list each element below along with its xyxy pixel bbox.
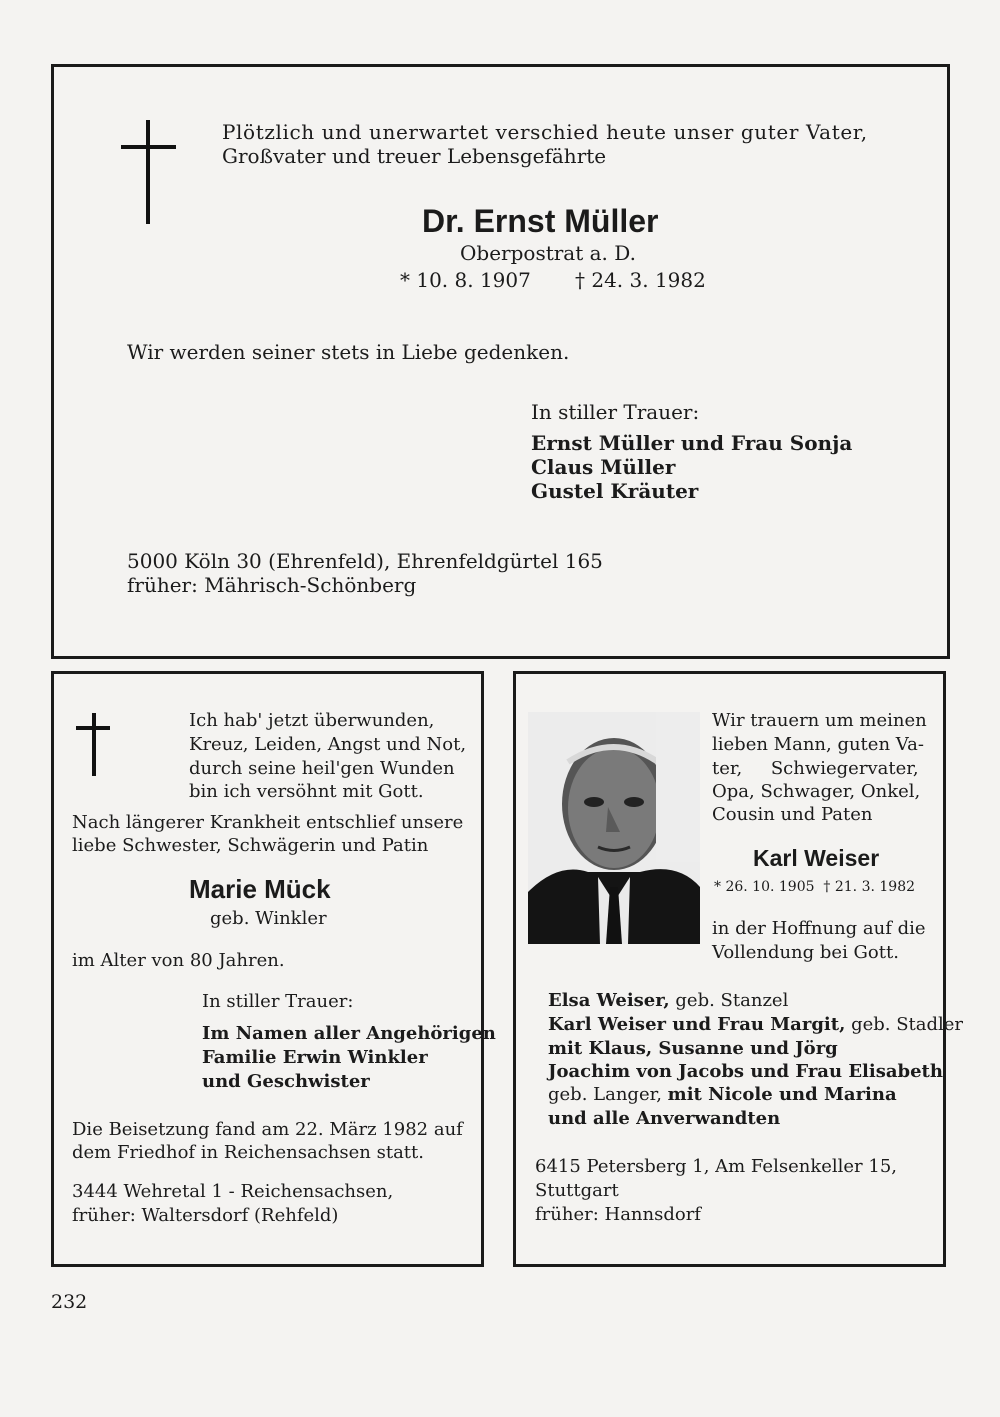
address-line-2: früher: Mährisch-Schönberg — [127, 573, 417, 597]
death-date: † 24. 3. 1982 — [575, 268, 706, 292]
mourner-note: geb. Stadler — [845, 1014, 964, 1035]
mourner-name: Elsa Weiser, — [548, 990, 670, 1011]
mourning-label: In stiller Trauer: — [202, 991, 354, 1012]
portrait-photo — [528, 712, 700, 944]
poem-line-4: bin ich versöhnt mit Gott. — [189, 781, 424, 802]
mourner-3: mit Klaus, Susanne und Jörg — [548, 1038, 838, 1059]
mourner-3: und Geschwister — [202, 1071, 370, 1092]
funeral-line-2: dem Friedhof in Reichensachsen statt. — [72, 1142, 424, 1163]
mourner-note: geb. Langer, — [548, 1084, 668, 1105]
mourner-name: Karl Weiser und Frau Margit, — [548, 1014, 846, 1035]
intro-line-1: Plötzlich und unerwartet verschied heute unser guter Vater, — [222, 120, 868, 144]
deceased-name: Marie Mück — [189, 874, 331, 904]
deceased-name: Karl Weiser — [753, 845, 880, 871]
hope-line-2: Vollendung bei Gott. — [712, 942, 899, 963]
intro-line-2: Großvater und treuer Lebensgefährte — [222, 144, 607, 168]
life-dates: * 26. 10. 1905 † 21. 3. 1982 — [714, 879, 916, 895]
intro-line-2: liebe Schwester, Schwägerin und Patin — [72, 835, 429, 856]
mourner-note: geb. Stanzel — [669, 990, 789, 1011]
funeral-line-1: Die Beisetzung fand am 22. März 1982 auf — [72, 1119, 463, 1140]
mourner-1 — [548, 989, 788, 1013]
birth-date: * 10. 8. 1907 — [400, 268, 531, 292]
intro-line-3: ter, Schwiegervater, — [712, 758, 919, 779]
address-line-2: Stuttgart — [535, 1180, 619, 1201]
portrait-image — [528, 712, 700, 944]
mourner-name: mit Nicole und Marina — [667, 1084, 897, 1105]
address-line-2: früher: Waltersdorf (Rehfeld) — [72, 1205, 339, 1226]
page-number: 232 — [51, 1291, 88, 1313]
mourner-3: Gustel Kräuter — [531, 479, 699, 503]
remembrance-text: Wir werden seiner stets in Liebe gedenken. — [127, 340, 570, 364]
birth-name: geb. Winkler — [210, 908, 327, 929]
mourner-2: Familie Erwin Winkler — [202, 1047, 428, 1068]
intro-line-1: Nach längerer Krankheit entschlief unsere — [72, 812, 464, 833]
intro-line-1: Wir trauern um meinen — [712, 710, 927, 731]
address-line-3: früher: Hannsdorf — [535, 1204, 701, 1225]
deceased-title: Oberpostrat a. D. — [460, 241, 636, 265]
mourning-label: In stiller Trauer: — [531, 400, 700, 424]
mourner-5 — [548, 1083, 897, 1107]
mourner-1: Ernst Müller und Frau Sonja — [531, 431, 853, 455]
intro-line-5: Cousin und Paten — [712, 804, 873, 825]
mourner-6: und alle Anverwandten — [548, 1108, 781, 1129]
intro-line-2: lieben Mann, guten Va- — [712, 734, 924, 755]
address-line-1: 6415 Petersberg 1, Am Felsenkeller 15, — [535, 1156, 897, 1177]
mourner-1: Im Namen aller Angehörigen — [202, 1023, 496, 1044]
poem-line-1: Ich hab' jetzt überwunden, — [189, 710, 435, 731]
mourner-2: Claus Müller — [531, 455, 676, 479]
hope-line-1: in der Hoffnung auf die — [712, 918, 926, 939]
mourner-4: Joachim von Jacobs und Frau Elisabeth — [548, 1061, 943, 1082]
mourner-2 — [548, 1013, 963, 1037]
address-line-1: 5000 Köln 30 (Ehrenfeld), Ehrenfeldgürtel 165 — [127, 549, 603, 573]
poem-line-2: Kreuz, Leiden, Angst und Not, — [189, 734, 467, 755]
age-text: im Alter von 80 Jahren. — [72, 950, 285, 971]
intro-line-4: Opa, Schwager, Onkel, — [712, 781, 921, 802]
poem-line-3: durch seine heil'gen Wunden — [189, 758, 455, 779]
deceased-name: Dr. Ernst Müller — [422, 203, 659, 239]
address-line-1: 3444 Wehretal 1 - Reichensachsen, — [72, 1181, 394, 1202]
